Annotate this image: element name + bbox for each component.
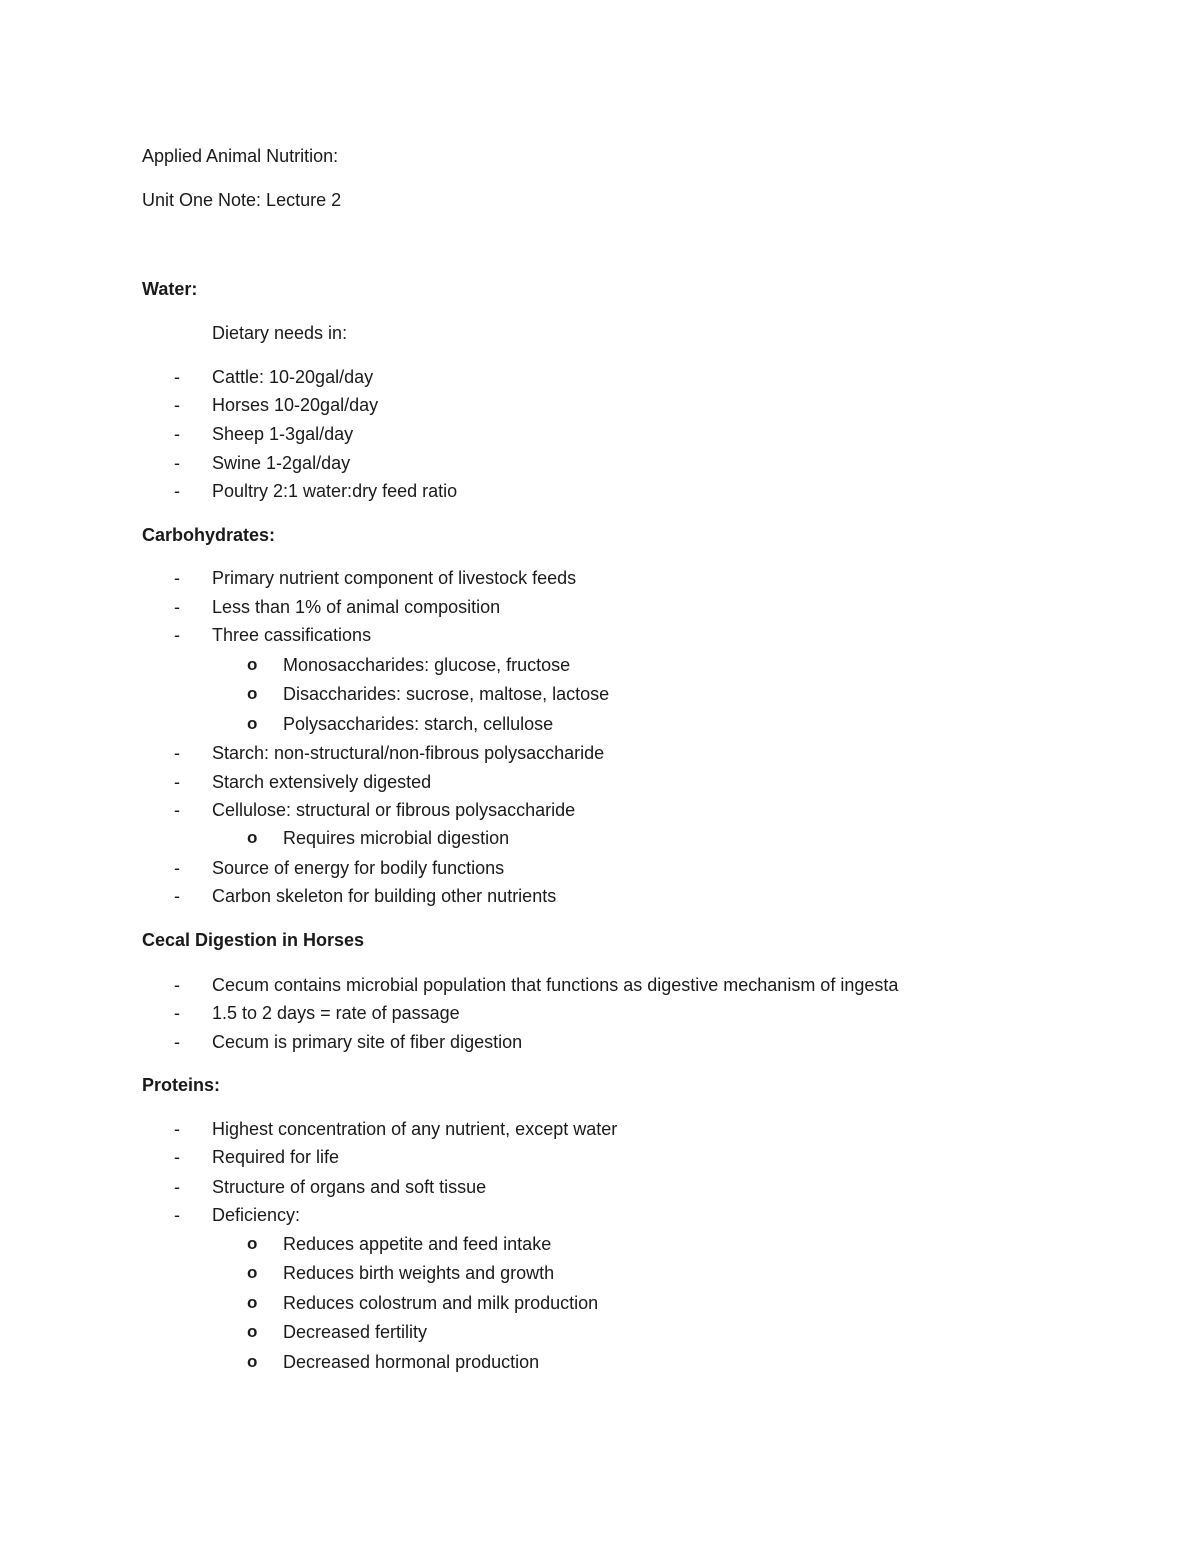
dash-bullet — [174, 452, 186, 474]
dash-bullet — [174, 1176, 186, 1198]
dash-bullet — [174, 771, 186, 793]
proteins-heading: Proteins: — [142, 1075, 221, 1095]
dash-bullet — [174, 1118, 186, 1140]
dash-bullet — [174, 480, 186, 502]
dash-bullet — [174, 742, 186, 764]
circle-bullet: o — [247, 828, 258, 847]
dash-bullet — [174, 1002, 186, 1024]
dash-bullet — [174, 857, 186, 879]
dash-bullet — [174, 596, 186, 618]
document-subtitle: Unit One Note: Lecture 2 — [142, 190, 342, 210]
water-heading: Water: — [142, 279, 198, 299]
circle-bullet: o — [247, 1322, 258, 1341]
dash-bullet — [174, 1146, 186, 1168]
dash-bullet — [174, 423, 186, 445]
carbohydrates-heading: Carbohydrates: — [142, 525, 276, 545]
dash-bullet — [174, 1204, 186, 1226]
dash-bullet — [174, 624, 186, 646]
circle-bullet: o — [247, 714, 258, 733]
cecal-digestion-heading: Cecal Digestion in Horses — [142, 930, 365, 950]
circle-bullet: o — [247, 1352, 258, 1371]
circle-bullet: o — [247, 655, 258, 674]
dash-bullet — [174, 974, 186, 996]
dash-bullet — [174, 567, 186, 589]
water-intro: Dietary needs in: — [212, 323, 348, 343]
dash-bullet — [174, 394, 186, 416]
dash-bullet — [174, 885, 186, 907]
circle-bullet: o — [247, 1293, 258, 1312]
circle-bullet: o — [247, 1234, 258, 1253]
document-title: Applied Animal Nutrition: — [142, 146, 339, 166]
dash-bullet — [174, 1031, 186, 1053]
document-page: Applied Animal Nutrition: Unit One Note: Lecture 2 Water: Dietary needs in: - Cattle: 10-20gal/day - Horses 10-20gal/day - Sheep 1-3gal/day - Swine 1-2gal/day - Poultry 2:1 water:dry feed ratio Carbohydrates: - Primary nutrient component of livestock feeds - Less than 1% of animal composition - Three cassifications o Monosaccharides: glucose, fructose o Disaccharides: sucrose, maltose, lactose o Polysaccharides: starch, cellulose - Starch: non-structural/non-fibrous polysaccharide - Starch extensively digested - Cellulose: structural or fibrous polysaccharide o Requires microbial digestion - Source of energy for bodily functions - Carbon skeleton for building other nutrients Cecal Digestion in Horses - Cecum contains microbial population that functions as digestive mechanism of ingesta - 1.5 to 2 days = rate of passage - Cecum is primary site of fiber digestion Proteins: - Highest concentration of any nutrient, except water - Required for life - Structure of organs and soft tissue - Deficiency: o Reduces appetite and feed intake o Reduces birth weights and growth o Reduces colostrum and milk production o Decreased fertility o Decreased hormonal production — [0, 0, 1200, 1553]
dash-bullet — [174, 366, 186, 388]
circle-bullet: o — [247, 1263, 258, 1282]
dash-bullet — [174, 799, 186, 821]
circle-bullet: o — [247, 684, 258, 703]
